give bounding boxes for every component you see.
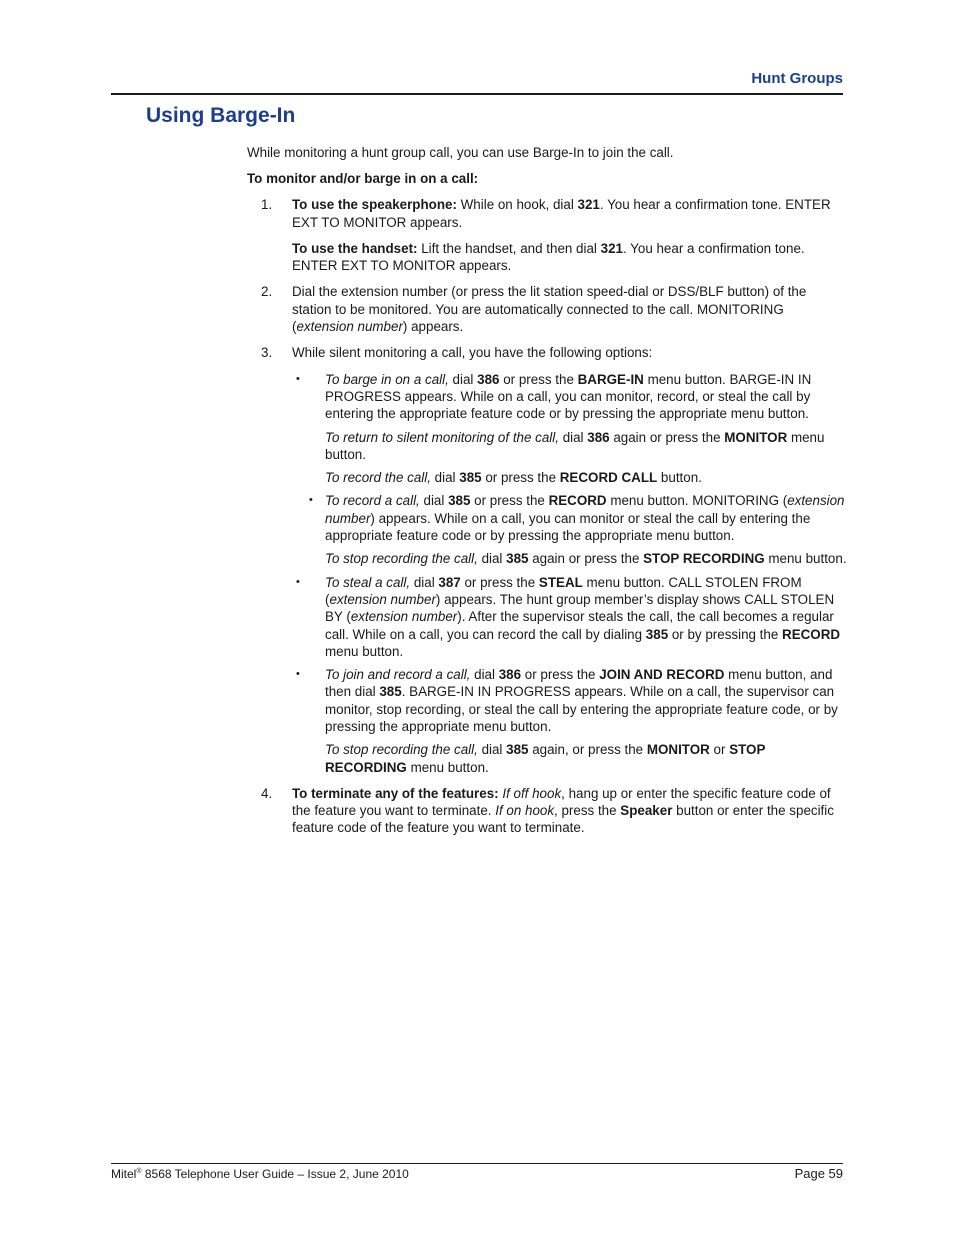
option-item <box>292 666 847 776</box>
italic-text: To return to silent monitoring of the call, <box>325 429 559 445</box>
text-run: or press the <box>499 371 578 387</box>
bold-text: 385 <box>459 470 482 486</box>
option-paragraph <box>325 550 847 567</box>
bold-text: 386 <box>587 429 610 445</box>
bold-text: 321 <box>577 197 600 213</box>
text-run: . BARGE-IN IN PROGRESS appears. While on a call, the supervisor can monitor, stop recording, or steal the call by entering the appropriate feature code, or by pressing the appropriate menu button. <box>325 684 838 734</box>
step-paragraph <box>292 196 847 231</box>
bold-text: 386 <box>477 371 500 387</box>
option-paragraph <box>325 492 847 544</box>
step-item <box>247 344 847 776</box>
text-run: ) appears. While on a call, you can monitor or steal the call by entering the appropriate feature code or by pressing the appropriate menu button. <box>325 510 811 544</box>
text-run: or by pressing the <box>668 626 783 642</box>
bold-text: RECORD CALL <box>559 470 658 486</box>
procedure-heading: To monitor and/or barge in on a call: <box>247 170 479 186</box>
step-item <box>247 283 847 335</box>
option-paragraph <box>325 371 847 423</box>
bold-text: MONITOR <box>646 742 710 758</box>
bold-text: Speaker <box>620 803 673 819</box>
footer-guide: 8568 Telephone User Guide – Issue 2, June 2010 <box>141 1167 409 1181</box>
bullet-icon: • <box>309 494 313 507</box>
text-run: or press the <box>521 667 600 683</box>
text-run: dial <box>477 551 507 567</box>
bold-text: 385 <box>448 493 471 509</box>
bold-text: MONITOR <box>724 429 788 445</box>
italic-text: extension number <box>350 609 458 625</box>
bold-text: JOIN AND RECORD <box>599 667 725 683</box>
text-run: menu button. MONITORING ( <box>606 493 788 509</box>
step-number: 1. <box>261 197 273 213</box>
text-run: or press the <box>460 574 539 590</box>
bold-text: RECORD <box>548 493 607 509</box>
option-paragraph <box>325 741 847 776</box>
text-run: menu button, and then dial <box>325 667 833 700</box>
option-paragraph <box>325 666 847 735</box>
running-header: Hunt Groups <box>751 70 843 87</box>
italic-text: To stop recording the call, <box>325 551 478 567</box>
text-run: . You hear a confirmation tone. ENTER EXT TO MONITOR appears. <box>292 240 805 274</box>
text-run: dial <box>419 493 449 509</box>
bold-text: STOP RECORDING <box>325 742 766 775</box>
text-run: button. <box>657 470 702 486</box>
text-run: ) appears. <box>402 319 464 335</box>
italic-text: If off hook <box>502 785 562 801</box>
italic-text: extension number <box>325 493 845 526</box>
option-item <box>292 371 847 487</box>
options-list <box>292 371 847 776</box>
footer-document-title <box>111 1167 409 1181</box>
bold-text: 321 <box>600 240 623 256</box>
intro-paragraph: While monitoring a hunt group call, you can use Barge-In to join the call. <box>247 145 674 160</box>
step-paragraph <box>292 785 847 837</box>
text-run: dial <box>410 574 439 590</box>
bullet-icon: • <box>296 668 300 681</box>
step-number: 2. <box>261 284 273 300</box>
italic-text: To join and record a call, <box>325 667 471 683</box>
text-run: dial <box>470 667 499 683</box>
text-run: menu button. <box>325 643 404 659</box>
step-paragraph <box>292 344 847 361</box>
page-title: Using Barge-In <box>146 104 296 127</box>
italic-text: extension number <box>329 591 436 607</box>
text-run: While on hook, dial <box>456 197 578 213</box>
bold-text: RECORD <box>782 626 841 642</box>
text-run: . You hear a confirmation tone. ENTER EXT TO MONITOR appears. <box>292 197 831 230</box>
text-run: again or press the <box>528 551 644 567</box>
bold-text: BARGE-IN <box>577 371 644 387</box>
bold-text: 385 <box>506 742 529 758</box>
bold-text: 385 <box>506 551 529 567</box>
text-run: or <box>709 742 730 758</box>
option-paragraph <box>325 574 847 660</box>
text-run: menu button. BARGE-IN IN PROGRESS appears. While on a call, you can monitor, record, or steal the call by entering the appropriate feature code or by pressing the appropriate menu button. <box>325 371 812 422</box>
footer-brand: Mitel <box>111 1167 137 1181</box>
bold-text: 385 <box>379 684 402 700</box>
registered-mark: ® <box>136 1168 142 1175</box>
italic-text: If on hook <box>495 803 555 819</box>
text-run: , hang up or enter the specific feature code of the feature you want to terminate. <box>292 785 831 819</box>
text-run: menu button. <box>325 429 825 462</box>
bold-text: STOP RECORDING <box>643 551 765 567</box>
bold-text: To terminate any of the features: <box>292 785 499 801</box>
text-run: ). After the supervisor steals the call, the call becomes a regular call. While on a call, you can record the call by dialing <box>325 609 834 642</box>
text-run: menu button. <box>764 551 847 567</box>
option-item <box>292 574 847 660</box>
step-item <box>247 785 847 837</box>
main-content <box>247 144 847 846</box>
text-run: button or enter the specific feature code of the feature you want to terminate. <box>292 803 834 836</box>
header-divider <box>111 93 843 95</box>
bold-text: 386 <box>498 667 522 683</box>
text-run: Dial the extension number (or press the lit station speed-dial or DSS/BLF button) of the station to be monitored. You are automatically connected to the call. MONITORING ( <box>292 284 807 335</box>
text-run: or press the <box>470 493 549 509</box>
steps-list <box>247 196 847 837</box>
text-run: dial <box>558 429 588 445</box>
text-run: , press the <box>554 803 621 819</box>
bold-text: STEAL <box>538 574 583 590</box>
bold-text: To use the speakerphone: <box>292 197 457 213</box>
option-paragraph <box>325 469 847 486</box>
step-paragraph <box>292 283 847 335</box>
bold-text: 385 <box>645 626 669 642</box>
italic-text: To record a call, <box>325 493 420 509</box>
text-run: dial <box>430 470 460 486</box>
text-run: While silent monitoring a call, you have the following options: <box>292 345 653 361</box>
footer-divider <box>111 1163 843 1164</box>
page-number: Page 59 <box>794 1166 843 1181</box>
text-run: ) appears. The hunt group member’s display shows CALL STOLEN BY ( <box>325 591 835 625</box>
step-number: 4. <box>261 785 273 801</box>
bold-text: To use the handset: <box>292 240 418 256</box>
option-item <box>292 492 847 567</box>
italic-text: To record the call, <box>325 470 431 486</box>
text-run: menu button. <box>406 759 489 775</box>
text-run: again, or press the <box>528 742 647 758</box>
italic-text: extension number <box>296 319 403 335</box>
text-run: Lift the handset, and then dial <box>417 240 601 256</box>
italic-text: To steal a call, <box>325 574 411 590</box>
italic-text: To stop recording the call, <box>325 742 478 758</box>
text-run: or press the <box>481 470 560 486</box>
text-run: dial <box>477 742 507 758</box>
bold-text: 387 <box>438 574 461 590</box>
text-run: menu button. CALL STOLEN FROM ( <box>325 574 802 607</box>
step-paragraph <box>292 240 847 275</box>
italic-text: To barge in on a call, <box>325 371 449 387</box>
step-number: 3. <box>261 345 273 361</box>
option-paragraph <box>325 429 847 464</box>
bullet-icon: • <box>296 575 300 588</box>
text-run: again or press the <box>609 429 725 445</box>
text-run: dial <box>448 371 478 387</box>
step-item <box>247 196 847 274</box>
bullet-icon: • <box>296 372 300 385</box>
